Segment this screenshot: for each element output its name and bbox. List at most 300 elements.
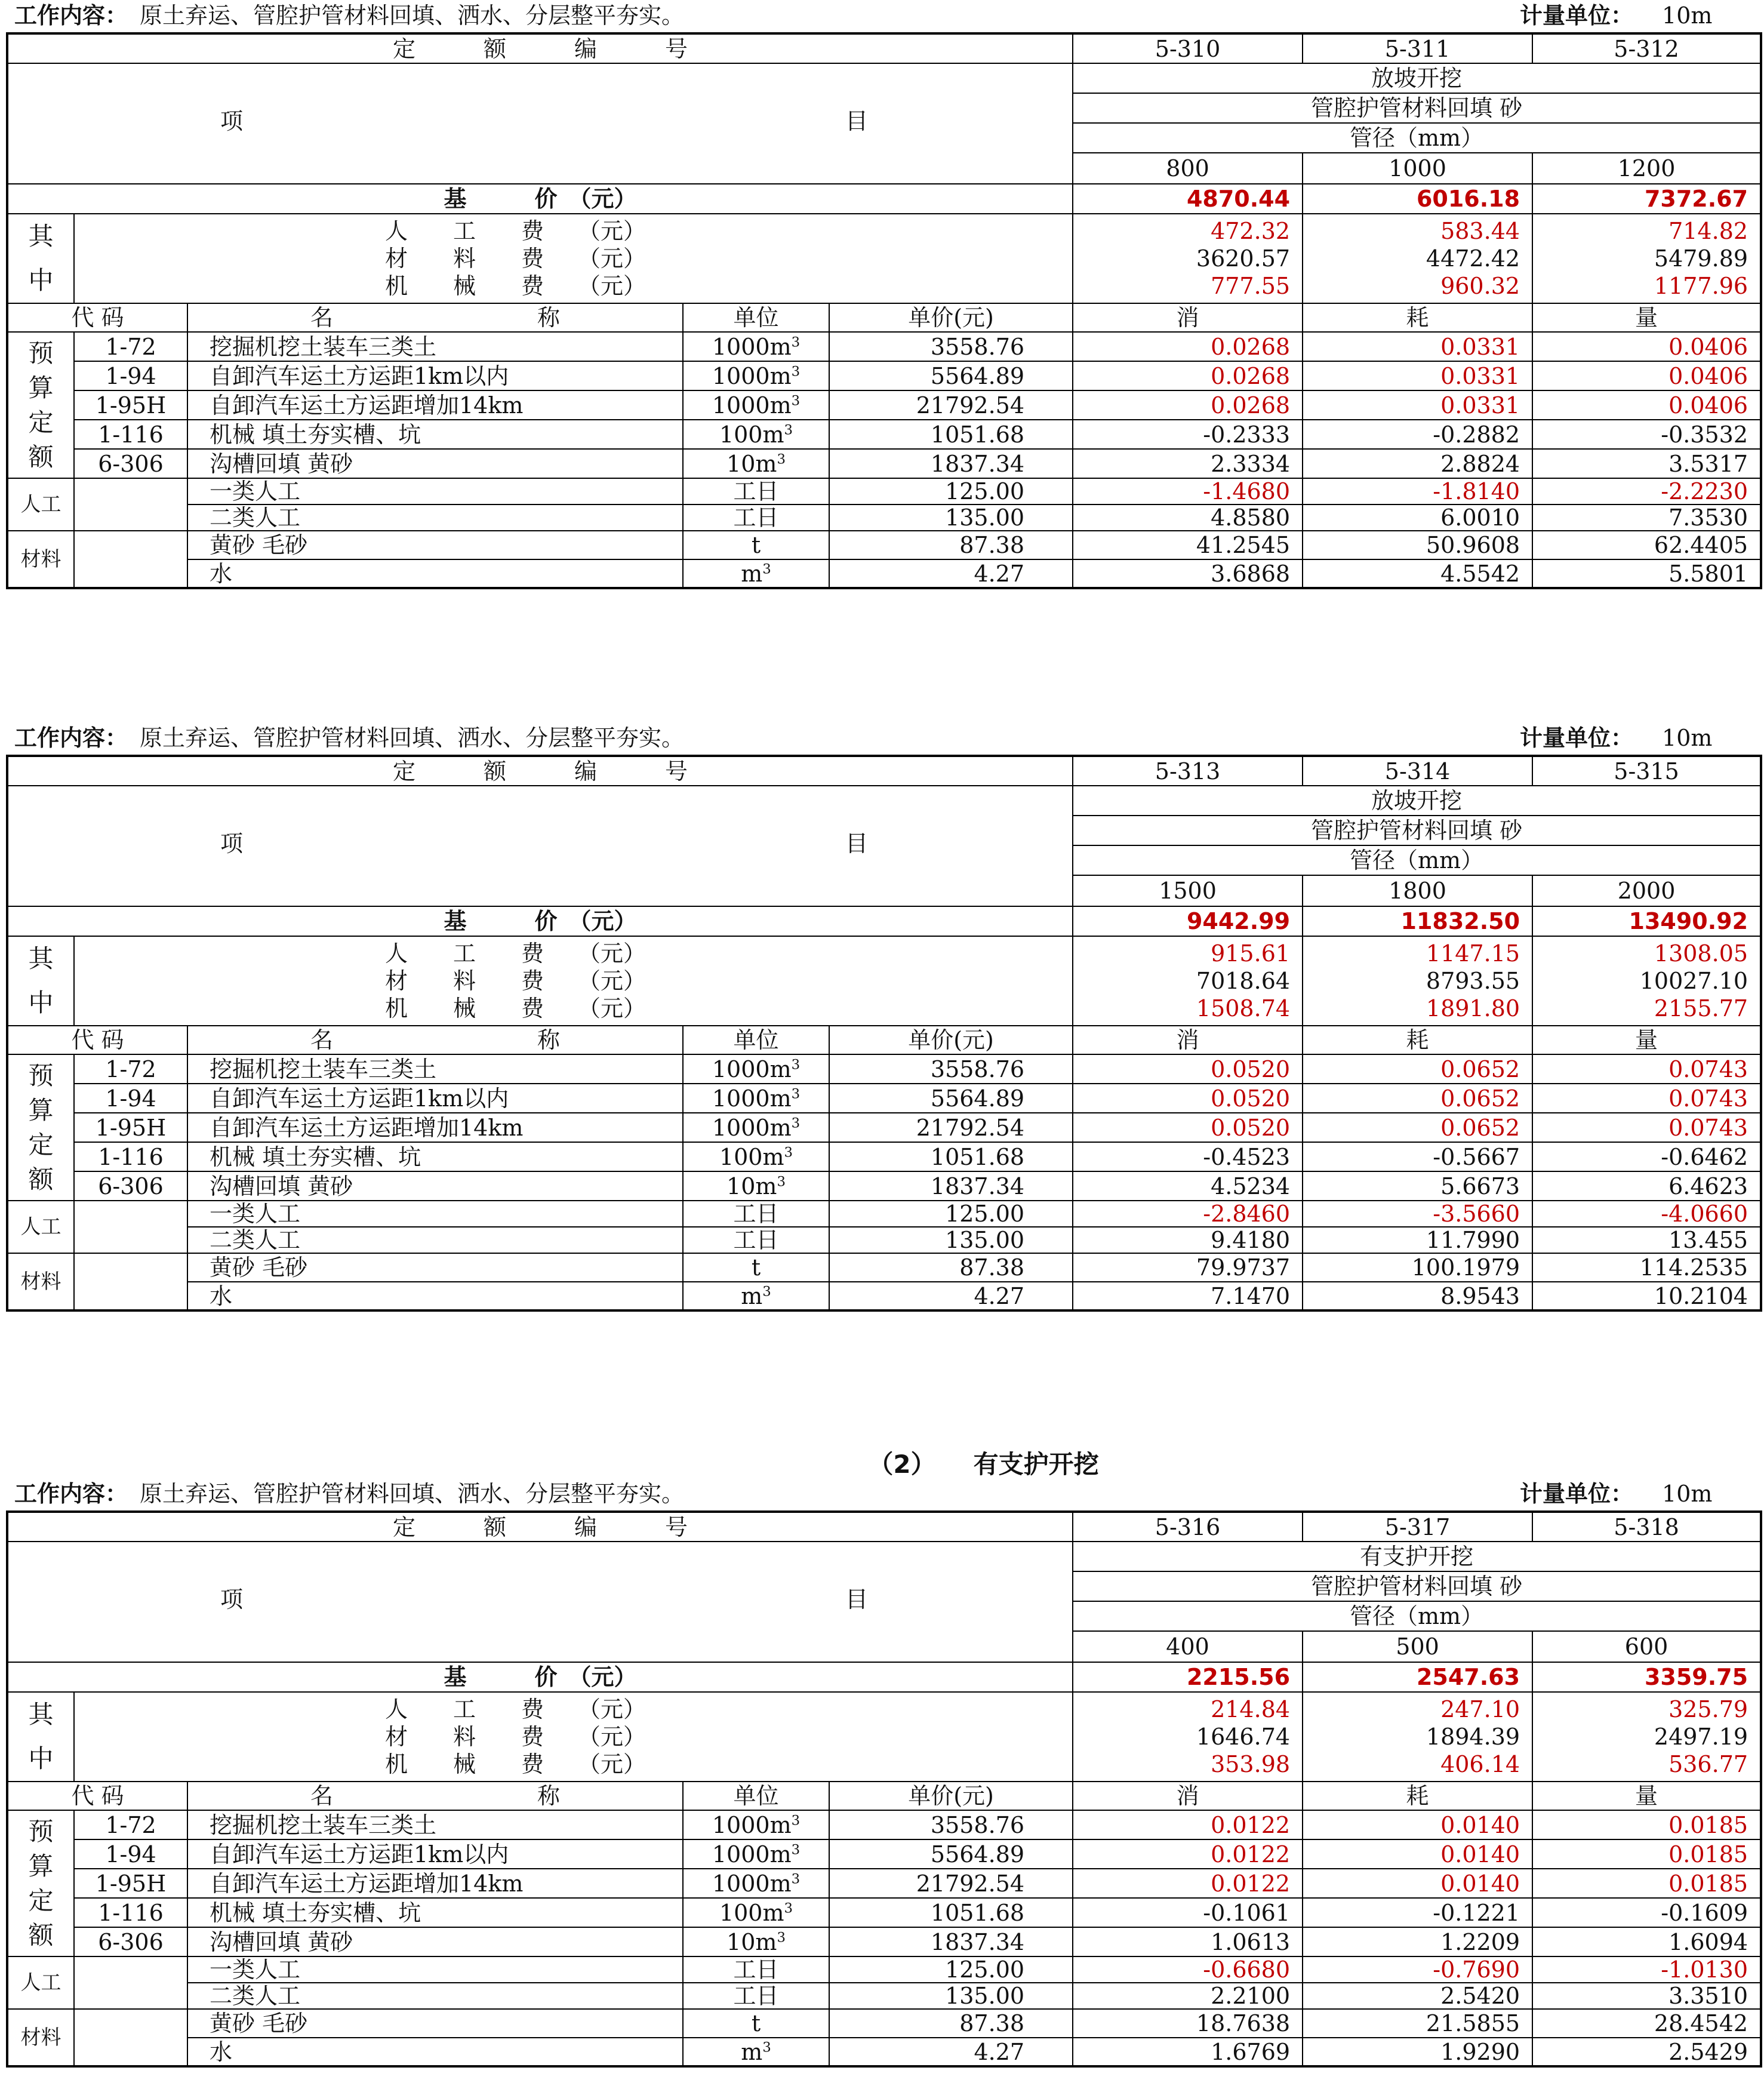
item-code: 1-72 xyxy=(74,332,187,361)
material-fee-value: 1894.39 xyxy=(1426,1724,1520,1750)
item-header xyxy=(7,786,1073,906)
item-price: 5564.89 xyxy=(829,1084,1073,1113)
item-consumption: 0.0268 xyxy=(1073,390,1303,420)
item-consumption: 0.0140 xyxy=(1303,1810,1532,1839)
item-unit: $1000m^3$ xyxy=(683,390,829,420)
quota-code: 5-317 xyxy=(1303,1512,1532,1542)
fee-breakdown-labels xyxy=(74,936,1073,1026)
item-label-left: 项 xyxy=(220,830,244,857)
item-price: 1051.68 xyxy=(829,420,1073,449)
material-category-label: 材料 xyxy=(7,2009,74,2066)
fee-breakdown-values xyxy=(1073,214,1303,303)
item-price: 21792.54 xyxy=(829,1869,1073,1898)
unit-label: 计量单位： xyxy=(1520,2,1634,29)
labor-price: 125.00 xyxy=(829,1201,1073,1227)
item-code: 1-94 xyxy=(74,1839,187,1869)
labor-consumption: 7.3530 xyxy=(1532,504,1761,531)
budget-quota-label: 预 算 定 额 xyxy=(7,332,74,478)
material-price: 4.27 xyxy=(829,1282,1073,1310)
item-consumption: 0.0743 xyxy=(1532,1113,1761,1142)
item-consumption: 0.0331 xyxy=(1303,332,1532,361)
item-name: 自卸汽车运土方运距1km以内 xyxy=(187,361,683,390)
item-price: 1051.68 xyxy=(829,1142,1073,1171)
item-consumption: 0.0140 xyxy=(1303,1869,1532,1898)
labor-price: 135.00 xyxy=(829,1227,1073,1253)
labor-consumption: 4.8580 xyxy=(1073,504,1303,531)
material-price: 87.38 xyxy=(829,1253,1073,1282)
item-consumption: -0.1609 xyxy=(1532,1898,1761,1927)
item-consumption: 1.2209 xyxy=(1303,1927,1532,1956)
item-consumption: 1.6094 xyxy=(1532,1927,1761,1956)
item-name: 自卸汽车运土方运距增加14km xyxy=(187,390,683,420)
quota-number-label: 定 额 编 号 xyxy=(7,33,1073,63)
quota-table xyxy=(6,32,1762,589)
labor-category-label: 人工 xyxy=(7,1201,74,1253)
material-name: 黄砂 毛砂 xyxy=(187,2009,683,2038)
item-code: 6-306 xyxy=(74,1171,187,1201)
work-content-label: 工作内容： xyxy=(14,1481,128,1507)
material-consumption: 100.1979 xyxy=(1303,1253,1532,1282)
labor-fee-label: 人 工 费 （元） xyxy=(385,218,647,244)
item-code: 1-95H xyxy=(74,1869,187,1898)
material-price: 87.38 xyxy=(829,531,1073,559)
item-code: 6-306 xyxy=(74,449,187,478)
work-content-line xyxy=(14,4,1764,27)
quota-number-label: 定 额 编 号 xyxy=(7,756,1073,786)
fee-breakdown-values xyxy=(1073,1692,1303,1782)
material-consumption: 50.9608 xyxy=(1303,531,1532,559)
item-price: 1837.34 xyxy=(829,449,1073,478)
fee-breakdown-values xyxy=(1303,936,1532,1026)
item-consumption: 0.0743 xyxy=(1532,1054,1761,1084)
quota-table xyxy=(6,755,1762,1312)
unit-price-header: 单价(元) xyxy=(829,1782,1073,1810)
item-consumption: 0.0652 xyxy=(1303,1084,1532,1113)
pipe-diameter: 600 xyxy=(1532,1631,1761,1662)
item-unit: $100m^3$ xyxy=(683,1898,829,1927)
work-content-text: 原土弃运、管腔护管材料回填、洒水、分层整平夯实。 xyxy=(140,2,685,29)
pipe-diameter: 400 xyxy=(1073,1631,1303,1662)
labor-price: 135.00 xyxy=(829,504,1073,531)
unit-header: 单位 xyxy=(683,1782,829,1810)
material-consumption: 3.6868 xyxy=(1073,559,1303,588)
material-consumption: 4.5542 xyxy=(1303,559,1532,588)
labor-unit: 工日 xyxy=(683,1983,829,2009)
item-price: 1837.34 xyxy=(829,1171,1073,1201)
machine-fee-label: 机 械 费 （元） xyxy=(385,995,647,1022)
material-consumption: 2.5429 xyxy=(1532,2038,1761,2066)
unit-price-header: 单价(元) xyxy=(829,303,1073,332)
item-consumption: 6.4623 xyxy=(1532,1171,1761,1201)
labor-unit: 工日 xyxy=(683,1201,829,1227)
item-label-right: 目 xyxy=(845,108,869,134)
item-consumption: 0.0185 xyxy=(1532,1869,1761,1898)
work-content-text: 原土弃运、管腔护管材料回填、洒水、分层整平夯实。 xyxy=(140,1481,685,1507)
among-label: 其 中 xyxy=(7,214,74,303)
labor-name: 一类人工 xyxy=(187,478,683,504)
item-consumption: 0.0122 xyxy=(1073,1810,1303,1839)
item-consumption: 0.0406 xyxy=(1532,361,1761,390)
item-consumption: 2.8824 xyxy=(1303,449,1532,478)
base-price-label: 基 价 （元） xyxy=(7,1662,1073,1692)
material-fee-value: 8793.55 xyxy=(1426,968,1520,994)
machine-fee-value: 353.98 xyxy=(1211,1751,1291,1777)
budget-quota-label: 预 算 定 额 xyxy=(7,1810,74,1956)
labor-price: 125.00 xyxy=(829,1956,1073,1983)
material-unit: $m^3$ xyxy=(683,1282,829,1310)
labor-name: 二类人工 xyxy=(187,504,683,531)
item-code: 6-306 xyxy=(74,1927,187,1956)
labor-consumption: -2.2230 xyxy=(1532,478,1761,504)
labor-price: 135.00 xyxy=(829,1983,1073,2009)
labor-consumption: -1.4680 xyxy=(1073,478,1303,504)
base-price-value: 2215.56 xyxy=(1073,1662,1303,1692)
item-consumption: -0.2882 xyxy=(1303,420,1532,449)
quota-code: 5-310 xyxy=(1073,33,1303,63)
material-name: 水 xyxy=(187,1282,683,1310)
backfill-label: 管腔护管材料回填 砂 xyxy=(1073,816,1761,845)
item-consumption: 2.3334 xyxy=(1073,449,1303,478)
name-header: 名 称 xyxy=(187,1026,683,1054)
base-price-value: 11832.50 xyxy=(1303,906,1532,936)
fee-breakdown-labels xyxy=(74,214,1073,303)
material-fee-value: 4472.42 xyxy=(1426,245,1520,272)
code-header: 代 码 xyxy=(7,303,187,332)
item-consumption: 0.0406 xyxy=(1532,390,1761,420)
base-price-value: 2547.63 xyxy=(1303,1662,1532,1692)
labor-fee-label: 人 工 费 （元） xyxy=(385,1696,647,1722)
labor-fee-value: 915.61 xyxy=(1211,940,1291,967)
item-code: 1-116 xyxy=(74,1142,187,1171)
item-header xyxy=(7,63,1073,184)
item-code: 1-72 xyxy=(74,1054,187,1084)
pipe-diameter: 1500 xyxy=(1073,875,1303,906)
item-code: 1-95H xyxy=(74,1113,187,1142)
consumption-header: 耗 xyxy=(1303,1026,1532,1054)
material-fee-label: 材 料 费 （元） xyxy=(385,1724,647,1750)
consumption-header: 耗 xyxy=(1303,303,1532,332)
item-consumption: 0.0520 xyxy=(1073,1054,1303,1084)
unit-value: 10m xyxy=(1662,2,1713,29)
material-name: 黄砂 毛砂 xyxy=(187,531,683,559)
labor-name: 一类人工 xyxy=(187,1956,683,1983)
quota-code: 5-313 xyxy=(1073,756,1303,786)
item-unit: $10m^3$ xyxy=(683,449,829,478)
material-consumption: 114.2535 xyxy=(1532,1253,1761,1282)
pipe-diameter: 2000 xyxy=(1532,875,1761,906)
labor-consumption: -1.8140 xyxy=(1303,478,1532,504)
section-subtitle: （2） 有支护开挖 xyxy=(868,1450,1099,1479)
material-unit: t xyxy=(683,531,829,559)
material-fee-value: 10027.10 xyxy=(1639,968,1748,994)
unit-value: 10m xyxy=(1662,1481,1713,1507)
item-consumption: -0.1221 xyxy=(1303,1898,1532,1927)
item-unit: $100m^3$ xyxy=(683,420,829,449)
fee-breakdown-values xyxy=(1303,1692,1532,1782)
item-label-left: 项 xyxy=(220,1586,244,1613)
material-consumption: 10.2104 xyxy=(1532,1282,1761,1310)
quota-code: 5-318 xyxy=(1532,1512,1761,1542)
fee-breakdown-values xyxy=(1073,936,1303,1026)
unit-value: 10m xyxy=(1662,725,1713,751)
unit-header: 单位 xyxy=(683,303,829,332)
item-unit: $1000m^3$ xyxy=(683,1810,829,1839)
item-code: 1-94 xyxy=(74,361,187,390)
material-price: 4.27 xyxy=(829,2038,1073,2066)
material-fee-label: 材 料 费 （元） xyxy=(385,968,647,994)
base-price-label: 基 价 （元） xyxy=(7,906,1073,936)
fee-breakdown-values xyxy=(1532,936,1761,1026)
code-header: 代 码 xyxy=(7,1026,187,1054)
machine-fee-value: 406.14 xyxy=(1440,1751,1520,1777)
excavation-method: 放坡开挖 xyxy=(1073,786,1761,816)
pipe-diameter: 800 xyxy=(1073,153,1303,184)
material-fee-label: 材 料 费 （元） xyxy=(385,245,647,272)
quota-number-label: 定 额 编 号 xyxy=(7,1512,1073,1542)
labor-fee-value: 1147.15 xyxy=(1426,940,1520,967)
item-price: 1051.68 xyxy=(829,1898,1073,1927)
material-category-label: 材料 xyxy=(7,531,74,588)
item-code: 1-72 xyxy=(74,1810,187,1839)
labor-consumption: -0.6680 xyxy=(1073,1956,1303,1983)
machine-fee-value: 960.32 xyxy=(1440,273,1520,299)
quota-code: 5-311 xyxy=(1303,33,1532,63)
item-name: 挖掘机挖土装车三类土 xyxy=(187,332,683,361)
item-price: 5564.89 xyxy=(829,1839,1073,1869)
diameter-label: 管径（mm） xyxy=(1073,1601,1761,1631)
labor-unit: 工日 xyxy=(683,1956,829,1983)
item-consumption: -0.2333 xyxy=(1073,420,1303,449)
item-code: 1-116 xyxy=(74,420,187,449)
labor-consumption: 2.2100 xyxy=(1073,1983,1303,2009)
item-name: 沟槽回填 黄砂 xyxy=(187,449,683,478)
work-content-label: 工作内容： xyxy=(14,2,128,29)
material-consumption: 28.4542 xyxy=(1532,2009,1761,2038)
item-consumption: 0.0122 xyxy=(1073,1839,1303,1869)
labor-consumption: 2.5420 xyxy=(1303,1983,1532,2009)
item-unit: $1000m^3$ xyxy=(683,1839,829,1869)
fee-breakdown-labels xyxy=(74,1692,1073,1782)
consumption-header: 消 xyxy=(1073,303,1303,332)
item-name: 机械 填土夯实槽、坑 xyxy=(187,1142,683,1171)
material-name: 黄砂 毛砂 xyxy=(187,1253,683,1282)
base-price-label: 基 价 （元） xyxy=(7,184,1073,214)
machine-fee-value: 1508.74 xyxy=(1196,995,1291,1022)
item-price: 1837.34 xyxy=(829,1927,1073,1956)
item-name: 自卸汽车运土方运距增加14km xyxy=(187,1113,683,1142)
item-consumption: 0.0331 xyxy=(1303,390,1532,420)
budget-quota-label: 预 算 定 额 xyxy=(7,1054,74,1201)
item-consumption: 0.0122 xyxy=(1073,1869,1303,1898)
fee-breakdown-values xyxy=(1303,214,1532,303)
labor-unit: 工日 xyxy=(683,504,829,531)
item-consumption: -0.4523 xyxy=(1073,1142,1303,1171)
item-consumption: 0.0652 xyxy=(1303,1113,1532,1142)
material-name: 水 xyxy=(187,2038,683,2066)
quota-code: 5-316 xyxy=(1073,1512,1303,1542)
material-unit: t xyxy=(683,2009,829,2038)
material-consumption: 41.2545 xyxy=(1073,531,1303,559)
consumption-header: 消 xyxy=(1073,1782,1303,1810)
machine-fee-value: 1177.96 xyxy=(1654,273,1748,299)
labor-consumption: -3.5660 xyxy=(1303,1201,1532,1227)
labor-fee-value: 1308.05 xyxy=(1654,940,1748,967)
item-name: 机械 填土夯实槽、坑 xyxy=(187,1898,683,1927)
diameter-label: 管径（mm） xyxy=(1073,123,1761,153)
labor-name: 一类人工 xyxy=(187,1201,683,1227)
item-label-right: 目 xyxy=(845,830,869,857)
item-consumption: 0.0331 xyxy=(1303,361,1532,390)
item-price: 21792.54 xyxy=(829,1113,1073,1142)
item-label-right: 目 xyxy=(845,1586,869,1613)
material-fee-value: 5479.89 xyxy=(1654,245,1748,272)
material-unit: t xyxy=(683,1253,829,1282)
item-price: 3558.76 xyxy=(829,1054,1073,1084)
fee-breakdown-values xyxy=(1532,214,1761,303)
name-header: 名 称 xyxy=(187,1782,683,1810)
material-unit: $m^3$ xyxy=(683,559,829,588)
labor-fee-value: 472.32 xyxy=(1211,218,1291,244)
item-code: 1-95H xyxy=(74,390,187,420)
material-fee-value: 3620.57 xyxy=(1196,245,1291,272)
work-content-text: 原土弃运、管腔护管材料回填、洒水、分层整平夯实。 xyxy=(140,725,685,751)
material-consumption: 79.9737 xyxy=(1073,1253,1303,1282)
labor-category-label: 人工 xyxy=(7,1956,74,2009)
unit-label: 计量单位： xyxy=(1520,1481,1634,1507)
code-header: 代 码 xyxy=(7,1782,187,1810)
excavation-method: 有支护开挖 xyxy=(1073,1542,1761,1571)
item-label-left: 项 xyxy=(220,108,244,134)
pipe-diameter: 1000 xyxy=(1303,153,1532,184)
material-unit: $m^3$ xyxy=(683,2038,829,2066)
item-unit: $1000m^3$ xyxy=(683,332,829,361)
among-label: 其 中 xyxy=(7,1692,74,1782)
work-content-line xyxy=(14,1482,1764,1506)
labor-fee-value: 714.82 xyxy=(1668,218,1748,244)
item-consumption: 4.5234 xyxy=(1073,1171,1303,1201)
item-name: 自卸汽车运土方运距1km以内 xyxy=(187,1084,683,1113)
item-price: 3558.76 xyxy=(829,1810,1073,1839)
item-consumption: 3.5317 xyxy=(1532,449,1761,478)
labor-name: 二类人工 xyxy=(187,1227,683,1253)
item-consumption: 0.0185 xyxy=(1532,1810,1761,1839)
labor-fee-label: 人 工 费 （元） xyxy=(385,940,647,967)
item-name: 沟槽回填 黄砂 xyxy=(187,1927,683,1956)
excavation-method: 放坡开挖 xyxy=(1073,63,1761,93)
machine-fee-value: 536.77 xyxy=(1668,1751,1748,1777)
backfill-label: 管腔护管材料回填 砂 xyxy=(1073,93,1761,123)
diameter-label: 管径（mm） xyxy=(1073,845,1761,875)
labor-consumption: 9.4180 xyxy=(1073,1227,1303,1253)
item-consumption: 0.0743 xyxy=(1532,1084,1761,1113)
machine-fee-label: 机 械 费 （元） xyxy=(385,1751,647,1777)
name-header: 名 称 xyxy=(187,303,683,332)
item-consumption: 0.0185 xyxy=(1532,1839,1761,1869)
labor-consumption: -4.0660 xyxy=(1532,1201,1761,1227)
item-price: 5564.89 xyxy=(829,361,1073,390)
item-code: 1-94 xyxy=(74,1084,187,1113)
base-price-value: 9442.99 xyxy=(1073,906,1303,936)
unit-label: 计量单位： xyxy=(1520,725,1634,751)
item-consumption: 0.0520 xyxy=(1073,1084,1303,1113)
quota-code: 5-315 xyxy=(1532,756,1761,786)
item-unit: $1000m^3$ xyxy=(683,1113,829,1142)
among-label: 其 中 xyxy=(7,936,74,1026)
material-fee-value: 2497.19 xyxy=(1654,1724,1748,1750)
base-price-value: 13490.92 xyxy=(1532,906,1761,936)
material-price: 87.38 xyxy=(829,2009,1073,2038)
labor-consumption: 13.455 xyxy=(1532,1227,1761,1253)
item-consumption: 1.0613 xyxy=(1073,1927,1303,1956)
machine-fee-value: 1891.80 xyxy=(1426,995,1520,1022)
consumption-header: 量 xyxy=(1532,1782,1761,1810)
material-consumption: 18.7638 xyxy=(1073,2009,1303,2038)
item-consumption: -0.1061 xyxy=(1073,1898,1303,1927)
material-consumption: 21.5855 xyxy=(1303,2009,1532,2038)
labor-unit: 工日 xyxy=(683,1227,829,1253)
labor-fee-value: 247.10 xyxy=(1440,1696,1520,1722)
labor-consumption: 11.7990 xyxy=(1303,1227,1532,1253)
item-name: 沟槽回填 黄砂 xyxy=(187,1171,683,1201)
labor-consumption: -1.0130 xyxy=(1532,1956,1761,1983)
item-consumption: 5.6673 xyxy=(1303,1171,1532,1201)
labor-fee-value: 214.84 xyxy=(1211,1696,1291,1722)
material-consumption: 8.9543 xyxy=(1303,1282,1532,1310)
machine-fee-value: 777.55 xyxy=(1211,273,1291,299)
pipe-diameter: 500 xyxy=(1303,1631,1532,1662)
item-consumption: -0.3532 xyxy=(1532,420,1761,449)
base-price-value: 7372.67 xyxy=(1532,184,1761,214)
item-consumption: 0.0406 xyxy=(1532,332,1761,361)
machine-fee-value: 2155.77 xyxy=(1654,995,1748,1022)
machine-fee-label: 机 械 费 （元） xyxy=(385,273,647,299)
consumption-header: 消 xyxy=(1073,1026,1303,1054)
item-unit: $1000m^3$ xyxy=(683,1054,829,1084)
pipe-diameter: 1800 xyxy=(1303,875,1532,906)
work-content-line xyxy=(14,726,1764,750)
material-consumption: 1.6769 xyxy=(1073,2038,1303,2066)
item-name: 自卸汽车运土方运距增加14km xyxy=(187,1869,683,1898)
item-name: 自卸汽车运土方运距1km以内 xyxy=(187,1839,683,1869)
labor-name: 二类人工 xyxy=(187,1983,683,2009)
work-content-label: 工作内容： xyxy=(14,725,128,751)
consumption-header: 量 xyxy=(1532,303,1761,332)
unit-header: 单位 xyxy=(683,1026,829,1054)
unit-price-header: 单价(元) xyxy=(829,1026,1073,1054)
material-category-label: 材料 xyxy=(7,1253,74,1310)
pipe-diameter: 1200 xyxy=(1532,153,1761,184)
item-consumption: 0.0268 xyxy=(1073,332,1303,361)
backfill-label: 管腔护管材料回填 砂 xyxy=(1073,1571,1761,1601)
material-name: 水 xyxy=(187,559,683,588)
quota-code: 5-312 xyxy=(1532,33,1761,63)
item-unit: $1000m^3$ xyxy=(683,361,829,390)
labor-unit: 工日 xyxy=(683,478,829,504)
material-consumption: 7.1470 xyxy=(1073,1282,1303,1310)
item-consumption: 0.0268 xyxy=(1073,361,1303,390)
consumption-header: 量 xyxy=(1532,1026,1761,1054)
labor-fee-value: 325.79 xyxy=(1668,1696,1748,1722)
quota-table xyxy=(6,1510,1762,2068)
item-consumption: -0.6462 xyxy=(1532,1142,1761,1171)
labor-category-label: 人工 xyxy=(7,478,74,531)
item-unit: $1000m^3$ xyxy=(683,1084,829,1113)
item-unit: $1000m^3$ xyxy=(683,1869,829,1898)
labor-fee-value: 583.44 xyxy=(1440,218,1520,244)
labor-consumption: 3.3510 xyxy=(1532,1983,1761,2009)
base-price-value: 6016.18 xyxy=(1303,184,1532,214)
consumption-header: 耗 xyxy=(1303,1782,1532,1810)
